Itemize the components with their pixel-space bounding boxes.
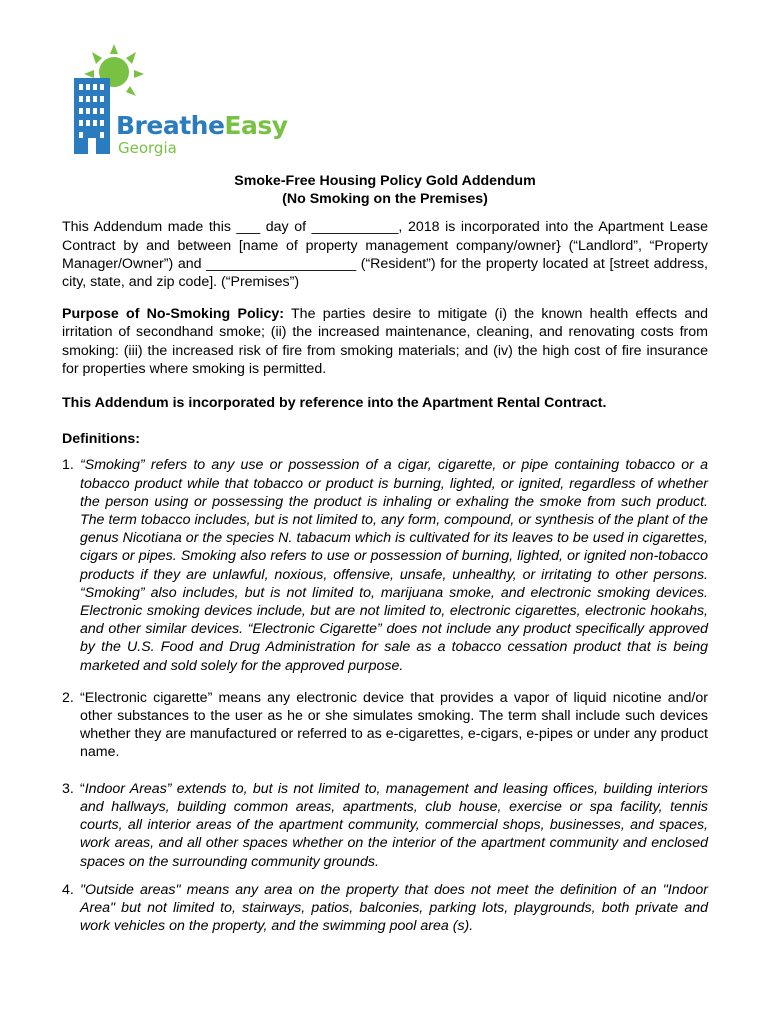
definition-text: “Smoking” refers to any use or possession of a cigar, cigarette, or pipe containing tobacco or a tobacco product while that tobacco or product is burning, lighted, or ignited, regardless of whether the person using or possessing the product is inhaling or exhaling the smoke from such product. The term tobacco includes, but is not limited to, any form, compound, or synthesis of the plant of the genus Nicotiana or the species N. tabacum which is cultivated for its leaves to be used in cigarettes, cigars or pipes. Smoking also refers to use or possession of burning, lighted, or ignited non-tobacco products if they are unlawful, noxious, offensive, unsafe, unhealthy, or irritating to other persons. “Smoking” also includes, but is not limited to, marijuana smoke, and electronic smoking devices. Electronic smoking devices include, but are not limited to, electronic cigarettes, electronic hookahs, and other similar devices. “Electronic Cigarette” does not include any product specifically approved by the U.S. Food and Drug Administration for sale as a tobacco cessation product that is being marketed and sold solely for the approved purpose.	[80, 457, 708, 674]
logo	[64, 42, 294, 162]
definition-number: 4.	[62, 881, 74, 898]
definition-text: “Electronic cigarette” means any electronic device that provides a vapor of liquid nicotine and/or other substances to the user as he or she simulates smoking. The term shall include such devices whether they are manufactured or referred to as e-cigarettes, e-cigars, e-pipes or under any product name.	[80, 689, 708, 761]
document-body	[62, 172, 708, 935]
brand-region: Georgia	[118, 139, 177, 157]
brand-easy: Easy	[224, 111, 288, 140]
definitions-heading: Definitions:	[62, 431, 141, 448]
definition-text: "Outside areas" means any area on the property that does not meet the definition of an "Indoor Area" but not limited to, stairways, patios, balconies, parking lots, playgrounds, both private and work vehicles on the property, and the swimming pool area (s).	[80, 881, 708, 935]
definition-number: 2.	[62, 689, 74, 706]
purpose-paragraph	[62, 305, 708, 378]
definition-item-indoor-areas	[62, 780, 708, 871]
definition-item-smoking	[62, 456, 708, 674]
definition-item-electronic-cigarette	[62, 689, 708, 762]
brand-breathe: Breathe	[116, 111, 225, 140]
document-title: Smoke-Free Housing Policy Gold Addendum	[234, 173, 536, 189]
purpose-text: The parties desire to mitigate (i) the known health effects and irritation of secondhand smoke; (ii) the increased maintenance, cleaning, and renovating costs from smoking: (iii) the increased risk of fire from smoking materials; and (iv) the high cost of fire insurance for properties where smoking is permitted.	[62, 306, 709, 377]
intro-paragraph: This Addendum made this ___ day of ___________, 2018 is incorporated into the Apartment Lease Contract by and between [name of property management company/owner} (“Landlord”, “Property Manager/Owner”) and ___________________ (“Resident”) for the property located at [street address, city, state, and zip code]. (“Premises”)	[62, 219, 708, 291]
brand-name	[116, 111, 288, 140]
incorporation-statement: This Addendum is incorporated by reference into the Apartment Rental Contract.	[62, 395, 607, 412]
definition-number: 1.	[62, 457, 74, 474]
building-sun-icon	[64, 42, 294, 162]
definitions-list	[62, 456, 708, 935]
document-subtitle: (No Smoking on the Premises)	[282, 191, 488, 208]
definition-lead-quote: “	[80, 780, 85, 797]
definition-number: 3.	[62, 780, 74, 797]
definition-text: Indoor Areas” extends to, but is not limited to, management and leasing offices, building interiors and hallways, building common areas, apartments, club house, exercise or spa facility, tennis courts, all interior areas of the apartment community, commercial shops, businesses, and spaces, work areas, and all other spaces whether on the interior of the apartment community and enclosed spaces on the surrounding community grounds.	[80, 780, 708, 870]
definition-item-outside-areas	[62, 881, 708, 936]
purpose-heading: Purpose of No-Smoking Policy:	[62, 306, 285, 323]
